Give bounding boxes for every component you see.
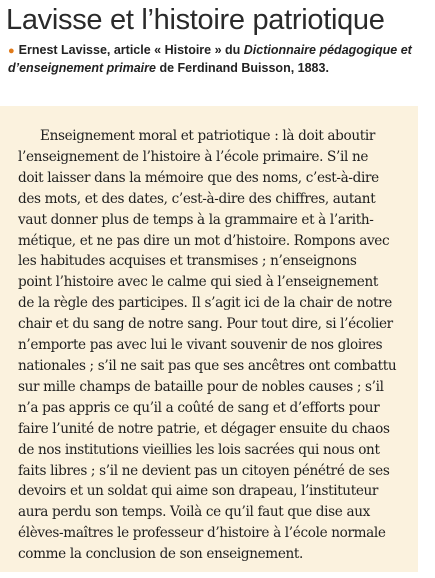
- text-line: élèves-maîtres le professeur d’histoire à l’école normale: [18, 525, 386, 542]
- text-line: métique, et ne pas dire un mot d’histoire. Rompons avec: [18, 232, 390, 249]
- text-line: faire l’unité de notre patrie, et dégager ensuite du chaos: [18, 420, 390, 437]
- text-line: sur mille champs de bataille pour de nobles causes ; s’il: [18, 378, 384, 395]
- text-line: chair et du sang de notre sang. Pour tout dire, si l’écolier: [18, 316, 393, 333]
- text-line: des mots, et des dates, c’est-à-dire des chiffres, autant: [18, 190, 376, 207]
- source-dictionary-title: Dictionnaire pédagogique et d’enseignement primaire: [8, 43, 412, 75]
- source-citation: [8, 42, 428, 77]
- text-line: nationales ; s’il ne sait pas que ses ancêtres ont combattu: [18, 357, 397, 374]
- text-line: aura perdu son temps. Voilà ce qu’il faut que dise aux: [18, 504, 370, 521]
- text-line: faits libres ; s’il ne devient pas un citoyen pénétré de ses: [18, 462, 390, 479]
- bullet-icon: ●: [8, 45, 15, 57]
- source-publisher-text: de Ferdinand Buisson, 1883.: [155, 61, 329, 75]
- text-line: point l’histoire avec le calme qui sied à l’enseignement: [18, 274, 379, 291]
- text-line: n’a pas appris ce qu’il a coûté de sang et d’efforts pour: [18, 399, 380, 416]
- text-line: de nos institutions vieillies les lois sacrées qui nous ont: [18, 441, 380, 458]
- page-title: Lavisse et l’histoire patriotique: [6, 4, 385, 36]
- text-line: devoirs et un soldat qui aime son drapeau, l’instituteur: [18, 483, 379, 500]
- text-line: l’enseignement de l’histoire à l’école primaire. S’il ne: [18, 148, 369, 165]
- text-line: n’emporte pas avec lui le vivant souvenir de nos gloires: [18, 337, 383, 354]
- quote-box: [0, 106, 418, 572]
- text-line: comme la conclusion de son enseignement.: [18, 546, 304, 563]
- text-line: de la règle des participes. Il s’agit ici de la chair de notre: [18, 295, 392, 312]
- text-line: les habitudes acquises et transmises ; n’enseignons: [18, 253, 357, 270]
- text-line: Enseignement moral et patriotique : là doit aboutir: [40, 128, 376, 144]
- quote-text: [18, 126, 413, 565]
- text-line: vaut donner plus de temps à la grammaire et à l’arith-: [18, 211, 374, 228]
- text-line: doit laisser dans la mémoire que des noms, c’est-à-dire: [18, 169, 379, 186]
- source-author-text: Ernest Lavisse, article « Histoire » du: [18, 43, 244, 57]
